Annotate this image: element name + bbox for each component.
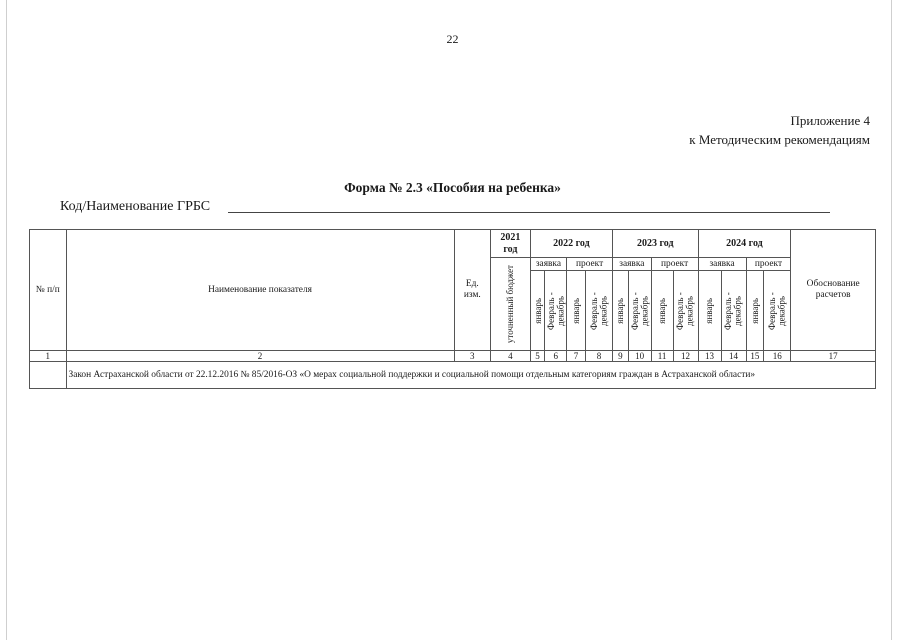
header-2022-proj-febdec bbox=[585, 271, 612, 351]
header-2023-proj-jan bbox=[651, 271, 673, 351]
header-year-2023: 2023 год bbox=[613, 230, 699, 258]
header-year-2022: 2022 год bbox=[530, 230, 612, 258]
col-number: 9 bbox=[613, 351, 629, 362]
month-jan: январь bbox=[657, 297, 668, 324]
col-number: 10 bbox=[628, 351, 651, 362]
header-2023-proj-febdec bbox=[673, 271, 698, 351]
benefits-table bbox=[29, 229, 876, 389]
month-jan: январь bbox=[615, 297, 626, 324]
header-2021-sub bbox=[491, 258, 531, 351]
header-2024-request: заявка bbox=[698, 258, 746, 271]
month-febdec: Февраль - декабрь bbox=[723, 291, 743, 330]
appendix-note bbox=[689, 111, 870, 149]
month-febdec: Февраль - декабрь bbox=[629, 291, 650, 330]
header-2021-sub-text: уточненный бюджет bbox=[505, 264, 516, 344]
page-edge-left bbox=[6, 0, 7, 640]
header-2024-req-febdec bbox=[721, 271, 746, 351]
month-jan: январь bbox=[749, 297, 760, 324]
column-number-row bbox=[30, 351, 876, 362]
header-2023-req-jan bbox=[613, 271, 629, 351]
col-number: 11 bbox=[651, 351, 673, 362]
month-febdec: Февраль - декабрь bbox=[766, 291, 787, 330]
header-2022-req-jan bbox=[530, 271, 545, 351]
month-jan: январь bbox=[704, 297, 715, 324]
header-justification: Обоснование расчетов bbox=[791, 230, 876, 351]
col-number: 12 bbox=[673, 351, 698, 362]
header-2024-proj-jan bbox=[746, 271, 764, 351]
col-number: 3 bbox=[454, 351, 491, 362]
page-number: 22 bbox=[446, 32, 459, 46]
header-2023-req-febdec bbox=[628, 271, 651, 351]
law-title: Закон Астраханской области от 22.12.2016 № 85/2016-ОЗ «О мерах социальной поддержки и социальной помощи отдельным категориям граждан в Астраханской области» bbox=[66, 362, 876, 389]
month-febdec: Февраль - декабрь bbox=[588, 291, 608, 330]
col-number: 15 bbox=[746, 351, 764, 362]
month-febdec: Февраль - декабрь bbox=[675, 291, 695, 330]
header-num: № п/п bbox=[30, 230, 67, 351]
grbs-label: Код/Наименование ГРБС bbox=[60, 199, 211, 214]
col-number: 14 bbox=[721, 351, 746, 362]
header-2023-project: проект bbox=[651, 258, 698, 271]
col-number: 7 bbox=[567, 351, 586, 362]
header-name: Наименование показателя bbox=[66, 230, 454, 351]
col-number: 17 bbox=[791, 351, 876, 362]
col-number: 2 bbox=[66, 351, 454, 362]
col-number: 1 bbox=[30, 351, 67, 362]
header-2023-request: заявка bbox=[613, 258, 652, 271]
header-2024-req-jan bbox=[698, 271, 721, 351]
header-2024-project: проект bbox=[746, 258, 791, 271]
header-year-2024: 2024 год bbox=[698, 230, 791, 258]
col-number: 4 bbox=[491, 351, 531, 362]
header-2022-req-febdec bbox=[545, 271, 567, 351]
header-unit: Ед. изм. bbox=[454, 230, 491, 351]
appendix-line-1: Приложение 4 bbox=[790, 113, 870, 128]
header-2024-proj-febdec bbox=[764, 271, 791, 351]
grbs-fill-line bbox=[228, 212, 830, 213]
law-row bbox=[30, 362, 876, 389]
header-year-2021: 2021 год bbox=[491, 230, 531, 258]
page-edge-right bbox=[891, 0, 892, 640]
appendix-line-2: к Методическим рекомендациям bbox=[689, 132, 870, 147]
header-2022-project: проект bbox=[567, 258, 613, 271]
month-jan: январь bbox=[571, 297, 582, 324]
col-number: 8 bbox=[585, 351, 612, 362]
col-number: 13 bbox=[698, 351, 721, 362]
form-title: Форма № 2.3 «Пособия на ребенка» bbox=[344, 180, 561, 195]
month-febdec: Февраль - декабрь bbox=[546, 291, 566, 330]
header-row-years bbox=[30, 230, 876, 258]
header-2022-request: заявка bbox=[530, 258, 567, 271]
header-2022-proj-jan bbox=[567, 271, 586, 351]
col-number: 6 bbox=[545, 351, 567, 362]
col-number: 5 bbox=[530, 351, 545, 362]
col-number: 16 bbox=[764, 351, 791, 362]
law-num-cell bbox=[30, 362, 67, 389]
month-jan: январь bbox=[532, 297, 543, 324]
